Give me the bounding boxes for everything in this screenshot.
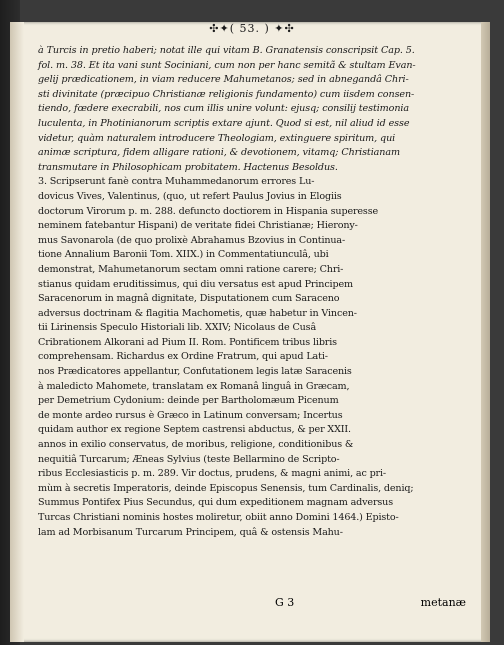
text-line: Cribrationem Alkorani ad Pium II. Rom. Pontificem tribus libris [38,336,337,348]
page-gutter [10,22,24,642]
page-footer [38,596,466,612]
catchword: metanæ [420,596,466,609]
text-line: annos in exilio conservatus, de moribus, religione, conditionibus & [38,439,354,451]
text-line: tii Lirinensis Speculo Historiali lib. XXIV; Nicolaus de Cusâ [38,322,317,334]
page-content [38,22,466,540]
text-line: à Turcis in pretio haberi; notat ille qui vitam B. Granatensis conscripsit Cap. 5. [38,45,415,56]
text-line: de monte ardeo rursus è Græco in Latinum conversam; Incertus [38,409,343,421]
text-line: tiendo, fœdere execrabili, nos cum illis unire volunt: ejusq; consilij testimonia [38,103,410,115]
text-line: transmutare in Philosophicam probitatem. Hactenus Besoldus. [38,161,338,173]
text-body [38,44,466,540]
text-line: Saracenorum in magnâ dignitate, Disputationem cum Saraceno [38,293,340,305]
text-line: ribus Ecclesiasticis p. m. 289. Vir doctus, prudens, & magni animi, ac pri- [38,468,387,480]
text-line: sti divinitate (præcipuo Christianæ religionis fundamento) cum iisdem consen- [38,88,415,100]
page-header: ✣✦( 53. ) ✦✣ [209,22,295,35]
text-line: nos Prædicatores appellantur, Confutationem legis latæ Saracenis [38,366,352,378]
text-line: dovicus Vives, Valentinus, (quo, ut refert Paulus Jovius in Elogiis [38,190,342,202]
text-line: à maledicto Mahomete, translatam ex Romanâ linguâ in Græcam, [38,380,350,392]
text-line: adversus doctrinam & flagitia Machometis, quæ habetur in Vincen- [38,307,357,319]
text-line: luculenta, in Photinianorum scriptis extare ajunt. Quod si est, nil aliud id esse [38,117,410,129]
text-line: per Demetrium Cydonium: deinde per Bartholomæum Picenum [38,395,339,407]
text-line: lam ad Morbisanum Turcarum Principem, quâ & ostensis Mahu- [38,526,343,538]
text-line: quidam author ex regione Septem castrensi abductus, & per XXII. [38,424,351,436]
text-line: demonstrat, Mahumetanorum sectam omni ratione carere; Chri- [38,263,344,275]
text-line: fol. m. 38. Et ita vani sunt Sociniani, cum non per hanc semitã & stultam Evan- [38,59,416,71]
text-line: doctorum Virorum p. m. 288. defuncto doctiorem in Hispania superesse [38,205,379,217]
signature-mark: G 3 [275,596,295,609]
text-line: stianus quidam eruditissimus, qui diu versatus est apud Principem [38,278,353,290]
text-line: 3. Scripserunt fanè contra Muhammedanorum errores Lu- [38,176,315,188]
page-edge [481,22,490,642]
text-line: comprehensam. Richardus ex Ordine Fratrum, qui apud Lati- [38,351,328,363]
text-line: Turcas Christiani nominis hostes moliretur, obiit anno Domini 1464.) Episto- [38,512,399,523]
text-line: neminem fatebantur Hispani) de veritate fidei Christianæ; Hierony- [38,220,358,232]
text-line: mùm à secretis Imperatoris, deinde Episcopus Senensis, tum Cardinalis, deniq; [38,482,414,494]
text-line: nequitiâ Turcarum; Æneas Sylvius (teste Bellarmino de Scripto- [38,453,340,465]
text-line: tione Annalium Baronii Tom. XIIX.) in Commentatiunculâ, ubi [38,249,329,261]
text-line: mus Savonarola (de quo prolixè Abrahamus Bzovius in Continua- [38,234,346,246]
text-line: animæ scriptura, fidem alligare rationi, & devotionem, vitamq; Christianam [38,147,400,159]
text-line: Summus Pontifex Pius Secundus, qui dum expeditionem magnam adversus [38,497,393,509]
text-line: gelij prædicationem, in viam reducere Mahumetanos; sed in abnegandâ Chri- [38,74,409,86]
text-line: videtur, quàm naturalem introducere Theologiam, extinguere spiritum, qui [38,132,396,144]
